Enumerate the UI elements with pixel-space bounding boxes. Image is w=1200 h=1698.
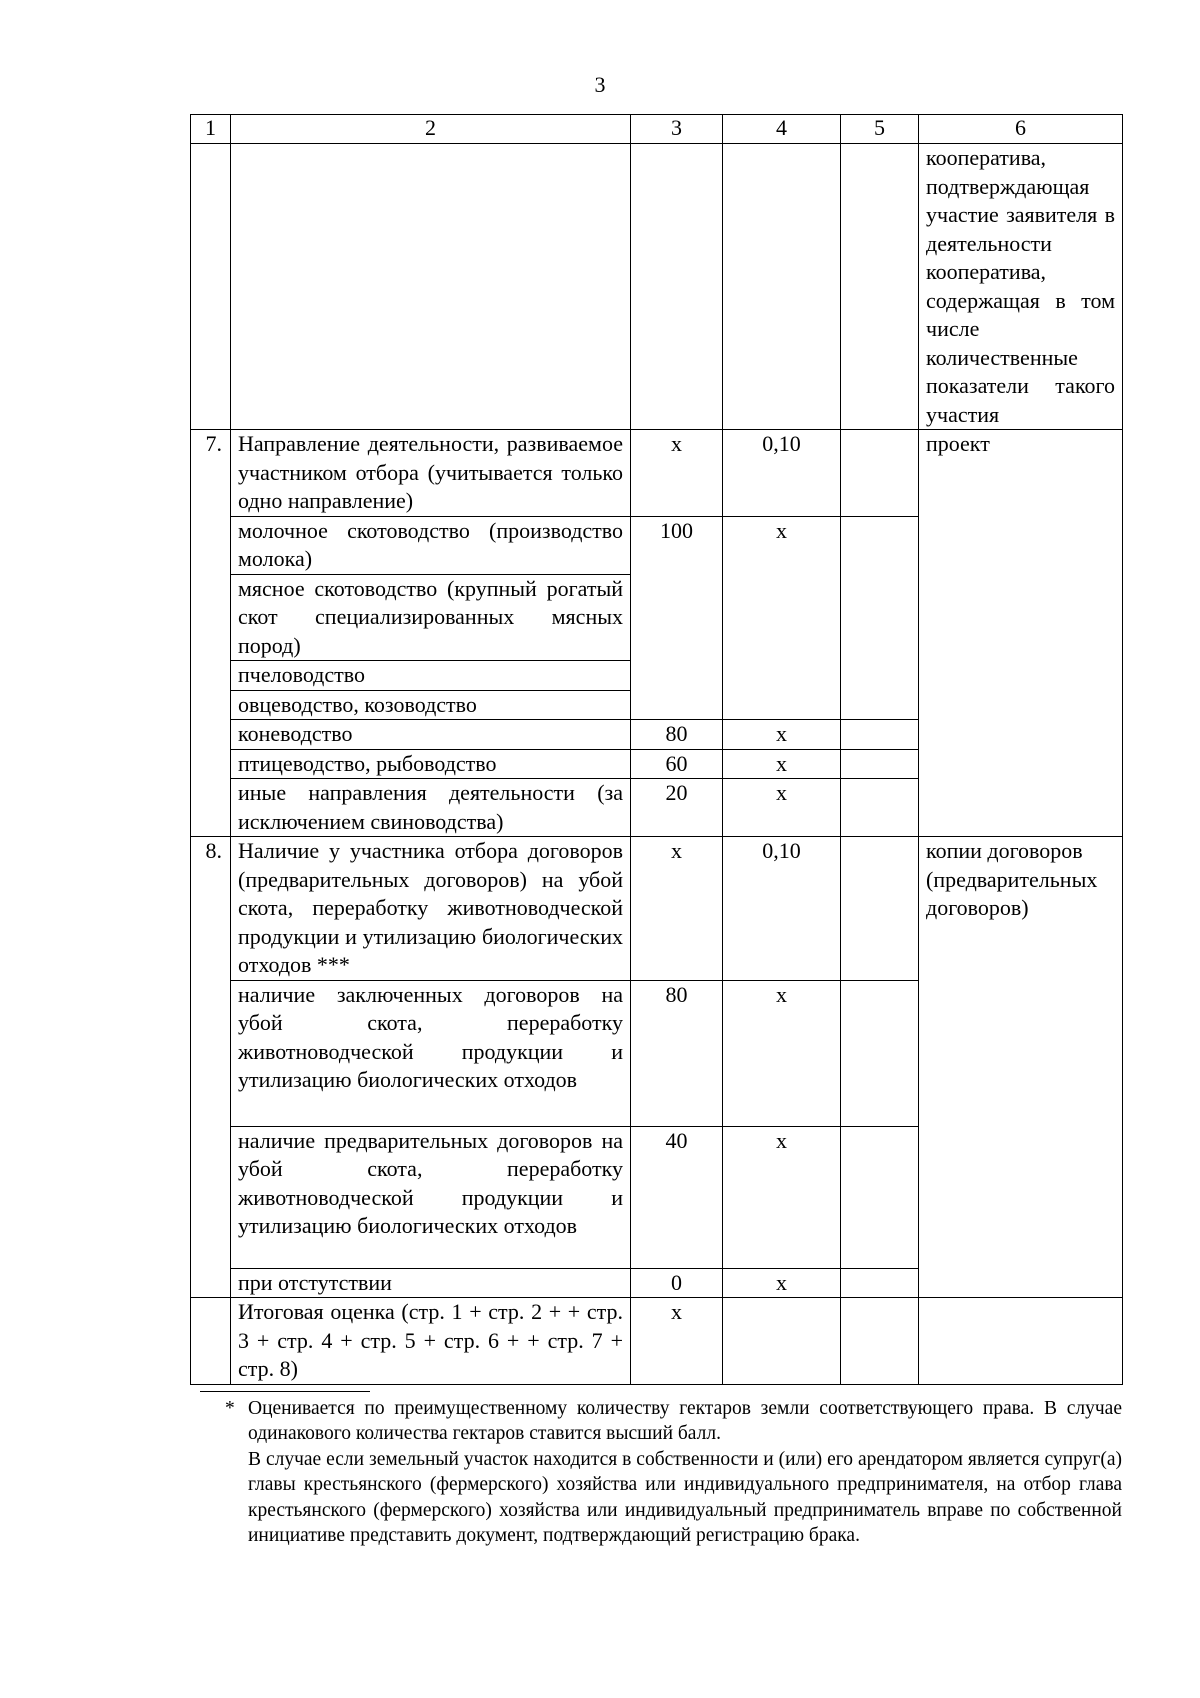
row-7-item-horse: коневодство bbox=[231, 720, 631, 750]
row-7-weight: 0,10 bbox=[723, 430, 841, 517]
row-7-item-beef: мясное скотоводство (крупный рогатый скот специализированных мясных пород) bbox=[231, 574, 631, 661]
cell bbox=[919, 1298, 1123, 1385]
table-row-continuation bbox=[191, 144, 1123, 430]
cell bbox=[191, 1298, 231, 1385]
cell bbox=[841, 720, 919, 750]
row-7-score-60: 60 bbox=[631, 749, 723, 779]
cell bbox=[191, 144, 231, 430]
total-col3: х bbox=[631, 1298, 723, 1385]
row-7-title: Направление деятельности, развиваемое участником отбора (учитывается только одно направление) bbox=[231, 430, 631, 517]
row-7-weight-x: х bbox=[723, 749, 841, 779]
row-7-score-80: 80 bbox=[631, 720, 723, 750]
footnote-mark: * bbox=[225, 1398, 235, 1419]
row-7-col3: х bbox=[631, 430, 723, 517]
cell bbox=[231, 144, 631, 430]
row-7-item-dairy: молочное скотоводство (производство молока) bbox=[231, 516, 631, 574]
header-col-1: 1 bbox=[191, 115, 231, 144]
row-8-item-none: при отстутствии bbox=[231, 1268, 631, 1298]
row-8-weight-x: х bbox=[723, 1126, 841, 1268]
cell bbox=[841, 837, 919, 981]
header-col-6: 6 bbox=[919, 115, 1123, 144]
row-8-documents: копии договоров (предварительных договоров) bbox=[919, 837, 1123, 1298]
evaluation-criteria-table bbox=[190, 114, 1123, 1385]
header-col-3: 3 bbox=[631, 115, 723, 144]
cell bbox=[841, 1268, 919, 1298]
row-8-weight-x: х bbox=[723, 980, 841, 1126]
row-7-item-sheep: овцеводство, козоводство bbox=[231, 690, 631, 720]
row-8-number: 8. bbox=[191, 837, 231, 1298]
total-score-title: Итоговая оценка (стр. 1 + стр. 2 + + стр. 3 + стр. 4 + стр. 5 + стр. 6 + + стр. 7 + стр. 8) bbox=[231, 1298, 631, 1385]
row-8-score-80: 80 bbox=[631, 980, 723, 1126]
header-col-5: 5 bbox=[841, 115, 919, 144]
row-8-weight: 0,10 bbox=[723, 837, 841, 981]
cell bbox=[841, 430, 919, 517]
footnote-paragraph-1: Оценивается по преимущественному количеству гектаров земли соответствующего права. В случае одинакового количества гектаров ставится высший балл. bbox=[248, 1398, 1122, 1445]
table-row-total bbox=[191, 1298, 1123, 1385]
cell bbox=[841, 1126, 919, 1268]
row-7-score-100: 100 bbox=[631, 516, 723, 720]
row-7-item-beekeeping: пчеловодство bbox=[231, 661, 631, 691]
table-row-8 bbox=[191, 837, 1123, 981]
row-8-item-preliminary: наличие предварительных договоров на убой скота, переработку животноводческой продукции и утилизацию биологических отходов bbox=[231, 1126, 631, 1268]
row-7-score-20: 20 bbox=[631, 779, 723, 837]
row-7-weight-x: х bbox=[723, 720, 841, 750]
row-7-weight-x: х bbox=[723, 779, 841, 837]
table-header-row bbox=[191, 115, 1123, 144]
row-8-title: Наличие у участника отбора договоров (предварительных договоров) на убой скота, переработку животноводческой продукции и утилизацию биологических отходов *** bbox=[231, 837, 631, 981]
cell bbox=[841, 516, 919, 720]
footnote-paragraph-2: В случае если земельный участок находится в собственности и (или) его арендатором является супруг(а) главы крестьянского (фермерского) хозяйства или индивидуального предпринимателя, на отбор глава крестьянского (фермерского) хозяйства или индивидуальный предприниматель вправе по собственной инициативе представить документ, подтверждающий регистрацию брака. bbox=[248, 1448, 1122, 1547]
row-8-score-0: 0 bbox=[631, 1268, 723, 1298]
cell bbox=[723, 144, 841, 430]
row-7-documents: проект bbox=[919, 430, 1123, 837]
header-col-2: 2 bbox=[231, 115, 631, 144]
cell bbox=[841, 779, 919, 837]
footnote bbox=[200, 1396, 1122, 1548]
row-7-item-poultry: птицеводство, рыбоводство bbox=[231, 749, 631, 779]
page-number: 3 bbox=[594, 72, 606, 97]
row-7-weight-x: х bbox=[723, 516, 841, 720]
row-8-weight-x: х bbox=[723, 1268, 841, 1298]
cell bbox=[841, 144, 919, 430]
row-7-number: 7. bbox=[191, 430, 231, 837]
header-col-4: 4 bbox=[723, 115, 841, 144]
cell bbox=[841, 749, 919, 779]
cell bbox=[723, 1298, 841, 1385]
cell bbox=[631, 144, 723, 430]
footnote-divider bbox=[200, 1391, 370, 1392]
row-8-score-40: 40 bbox=[631, 1126, 723, 1268]
table-row-7 bbox=[191, 430, 1123, 517]
row-8-item-contracts: наличие заключенных договоров на убой скота, переработку животноводческой продукции и утилизацию биологических отходов bbox=[231, 980, 631, 1126]
continuation-documents-text: кооператива, подтверждающая участие заявителя в деятельности кооператива, содержащая в том числе количественные показатели такого участия bbox=[919, 144, 1123, 430]
row-7-item-other: иные направления деятельности (за исключением свиноводства) bbox=[231, 779, 631, 837]
cell bbox=[841, 1298, 919, 1385]
cell bbox=[841, 980, 919, 1126]
row-8-col3: х bbox=[631, 837, 723, 981]
